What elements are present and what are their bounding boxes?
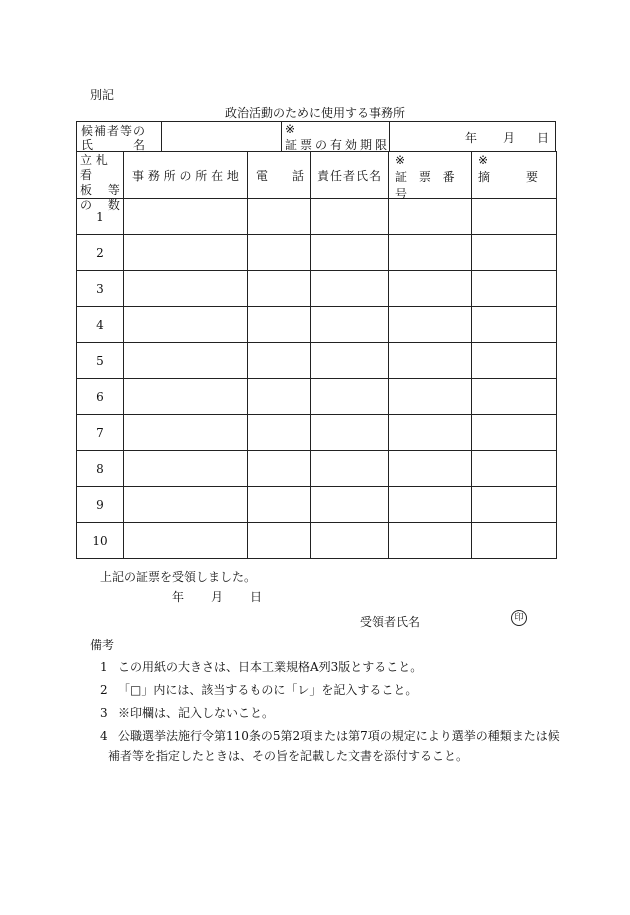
responsible-cell[interactable]: [311, 415, 389, 451]
phone-cell[interactable]: [248, 487, 311, 523]
note-number: 3: [100, 706, 108, 720]
table-row: [77, 343, 557, 379]
row-number: 9: [77, 487, 124, 523]
receipt-date: 年 月 日: [172, 590, 264, 604]
note-text: この用紙の大きさは、日本工業規格A列3版とすること。: [118, 660, 423, 674]
cert-number-cell[interactable]: [389, 235, 472, 271]
row-number: 6: [77, 379, 124, 415]
row-number: 4: [77, 307, 124, 343]
candidate-name-label: 候補者等の: [81, 124, 147, 138]
phone-cell[interactable]: [248, 379, 311, 415]
address-cell[interactable]: [124, 379, 248, 415]
cert-number-cell[interactable]: [389, 523, 472, 559]
note-text: 「□」内には、該当するものに「レ」を記入すること。: [118, 683, 418, 697]
divider: [161, 122, 162, 151]
phone-cell[interactable]: [248, 451, 311, 487]
table-row: [77, 235, 557, 271]
phone-cell[interactable]: [248, 523, 311, 559]
divider: [281, 122, 282, 151]
cert-number-cell[interactable]: [389, 307, 472, 343]
summary-cell[interactable]: [472, 199, 557, 235]
responsible-cell[interactable]: [311, 307, 389, 343]
document-label: 別記: [90, 88, 115, 102]
summary-cell[interactable]: [472, 379, 557, 415]
table-row: [77, 523, 557, 559]
cert-number-cell[interactable]: [389, 199, 472, 235]
phone-cell[interactable]: [248, 199, 311, 235]
notes-heading: 備考: [90, 638, 115, 652]
row-number: 5: [77, 343, 124, 379]
cert-number-cell[interactable]: [389, 487, 472, 523]
address-cell[interactable]: [124, 235, 248, 271]
cert-number-cell[interactable]: [389, 451, 472, 487]
summary-cell[interactable]: [472, 307, 557, 343]
validity-day: 日: [537, 131, 551, 145]
validity-year: 年: [465, 131, 479, 145]
summary-cell[interactable]: [472, 451, 557, 487]
phone-cell[interactable]: [248, 271, 311, 307]
address-cell[interactable]: [124, 487, 248, 523]
summary-cell[interactable]: [472, 271, 557, 307]
table-row: [77, 379, 557, 415]
summary-label: 摘 要: [478, 170, 543, 184]
table-row: [77, 451, 557, 487]
cert-number-cell[interactable]: [389, 343, 472, 379]
responsible-cell[interactable]: [311, 379, 389, 415]
note-number: 4: [100, 729, 108, 743]
note-item: [100, 704, 274, 721]
responsible-cell[interactable]: [311, 235, 389, 271]
note-item: [100, 658, 422, 675]
note-text: ※印欄は、記入しないこと。: [118, 706, 275, 720]
table-row: [77, 199, 557, 235]
office-table: [76, 151, 557, 559]
summary-cell[interactable]: [472, 415, 557, 451]
column-summary: [472, 152, 557, 199]
column-cert-number: [389, 152, 472, 199]
address-cell[interactable]: [124, 415, 248, 451]
row-number: 2: [77, 235, 124, 271]
row-number: 7: [77, 415, 124, 451]
table-header-row: [77, 152, 557, 199]
responsible-cell[interactable]: [311, 271, 389, 307]
table-row: [77, 415, 557, 451]
summary-cell[interactable]: [472, 523, 557, 559]
candidate-header-row: [76, 121, 556, 151]
responsible-cell[interactable]: [311, 343, 389, 379]
note-continuation: 補者等を指定したときは、その旨を記載した文書を添付すること。: [108, 749, 469, 763]
address-cell[interactable]: [124, 307, 248, 343]
cert-number-label: 証 票 番 号: [395, 170, 459, 201]
candidate-name-field[interactable]: [163, 122, 280, 150]
note-number: 2: [100, 683, 108, 697]
summary-cell[interactable]: [472, 235, 557, 271]
address-cell[interactable]: [124, 199, 248, 235]
row-number: 10: [77, 523, 124, 559]
note-text: 公職選挙法施行令第110条の5第2項または第7項の規定により選挙の種類または候: [118, 729, 560, 743]
document-title: 政治活動のために使用する事務所: [224, 106, 405, 120]
row-number: 8: [77, 451, 124, 487]
phone-cell[interactable]: [248, 415, 311, 451]
summary-cell[interactable]: [472, 343, 557, 379]
note-item: [100, 681, 417, 698]
validity-month: 月: [503, 131, 517, 145]
column-phone: 電 話: [248, 152, 311, 199]
candidate-name-label-2: 氏 名: [81, 138, 147, 152]
validity-label: 証票の有効期限: [285, 138, 391, 152]
summary-mark: ※: [478, 153, 489, 167]
address-cell[interactable]: [124, 451, 248, 487]
row-number: 1: [77, 199, 124, 235]
responsible-cell[interactable]: [311, 523, 389, 559]
responsible-cell[interactable]: [311, 451, 389, 487]
table-row: [77, 307, 557, 343]
phone-cell[interactable]: [248, 235, 311, 271]
note-number: 1: [100, 660, 108, 674]
phone-cell[interactable]: [248, 343, 311, 379]
column-sign-count-line-2: 板 等: [80, 183, 120, 197]
receipt-statement: 上記の証票を受領しました。: [100, 570, 257, 584]
address-cell[interactable]: [124, 271, 248, 307]
cert-number-cell[interactable]: [389, 415, 472, 451]
column-sign-count-line-3: の 数: [80, 198, 120, 212]
responsible-cell[interactable]: [311, 199, 389, 235]
phone-cell[interactable]: [248, 307, 311, 343]
validity-mark: ※: [285, 122, 297, 136]
seal-icon: 印: [511, 610, 527, 626]
responsible-cell[interactable]: [311, 487, 389, 523]
row-number: 3: [77, 271, 124, 307]
cert-mark: ※: [395, 153, 406, 167]
note-item: [100, 727, 560, 744]
receiver-name-label: 受領者氏名: [360, 615, 421, 629]
column-address: 事 務 所 の 所 在 地: [124, 152, 248, 199]
column-sign-count-line-1: 立 札 看: [80, 153, 108, 182]
column-sign-count: [77, 152, 124, 212]
cert-number-cell[interactable]: [389, 271, 472, 307]
table-row: [77, 487, 557, 523]
summary-cell[interactable]: [472, 487, 557, 523]
table-row: [77, 271, 557, 307]
address-cell[interactable]: [124, 343, 248, 379]
column-responsible: 責任者氏名: [311, 152, 389, 199]
cert-number-cell[interactable]: [389, 379, 472, 415]
address-cell[interactable]: [124, 523, 248, 559]
